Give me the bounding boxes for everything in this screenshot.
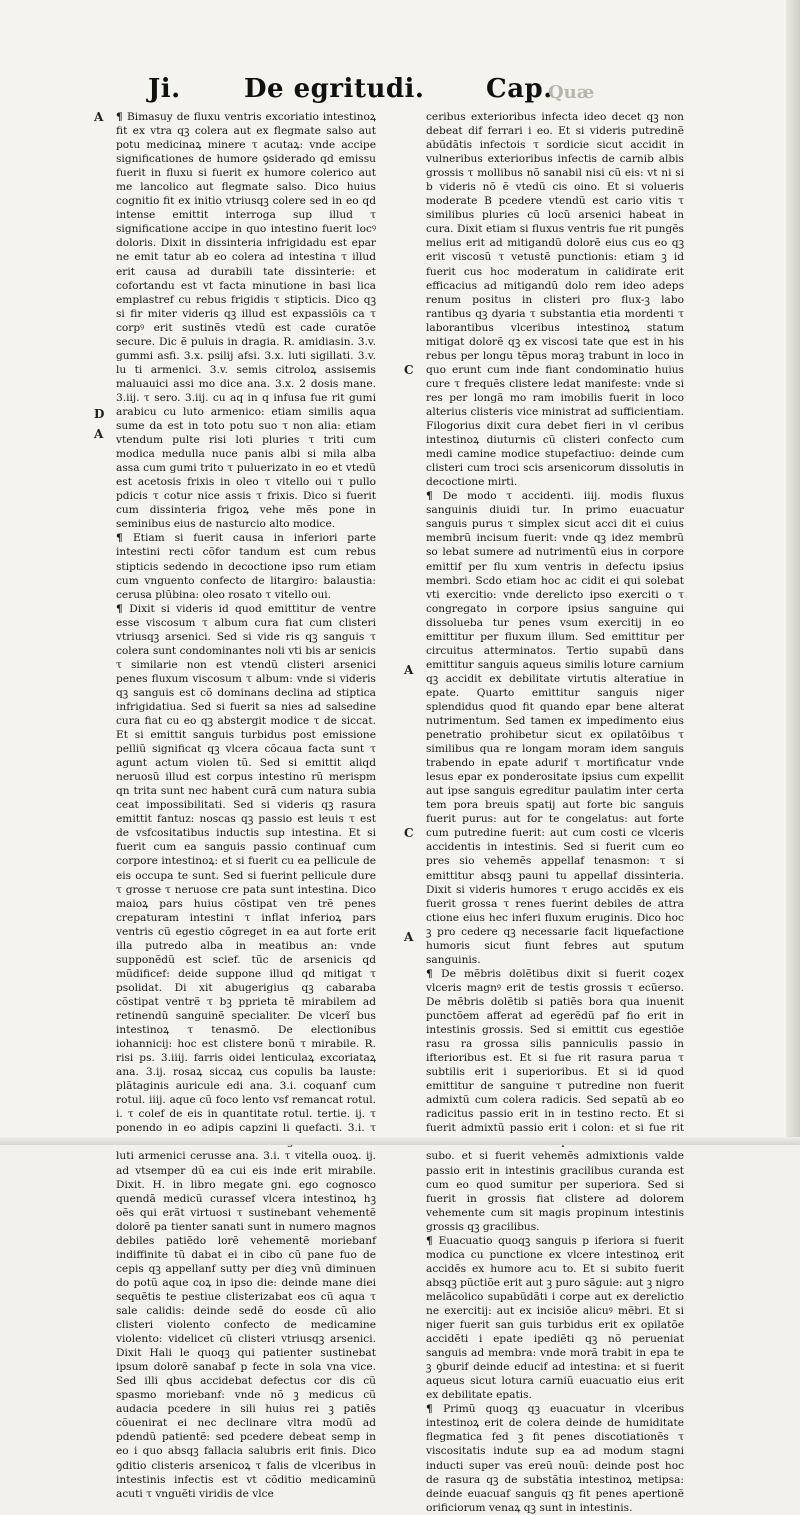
running-head-title: De egritudi. bbox=[244, 74, 425, 104]
paragraph-text: Etiam si fuerit causa in inferiori parte intestini recti cõfor tandum est cum rebus stipticis sedendo in decoctione ipso rum etiam cum vnguento confecto de litargiro: balaustia: cerusa plũbina: oleo rosato τ vitello oui. bbox=[116, 532, 376, 601]
margin-marker: A bbox=[94, 110, 104, 124]
paragraph bbox=[116, 602, 376, 1501]
margin-marker: A bbox=[404, 930, 414, 944]
paragraph-mark-icon: ¶ bbox=[426, 967, 442, 980]
paragraph-mark-icon: ¶ bbox=[116, 602, 130, 615]
paragraph bbox=[426, 110, 684, 489]
paragraph-mark-icon: ¶ bbox=[426, 1403, 444, 1416]
paragraph-mark-icon: ¶ bbox=[116, 111, 128, 123]
paragraph-text: Bimasuy de fluxu ventris excoriatio intestinoꝝ fit ex vtra qꝫ colera aut ex flegmate salso aut potu medicinaꝝ minere τ acutaꝝ: vnde accipe significationes de humore ꝯsiderado qd emissu fuerit in fluxu si fuerit ex humore colerico aut me lancolico aut flegmate salso. Dico huius cognitio fit ex initio vtriusqꝫ colere sed in eo qd intense emittit interroga sup illud τ significatione accipe in quo intestino fuerit locꝰ doloris. Dixit in dissinteria infrigidadu est epar ne emit tatur ab eo colera ad intestina τ illud erit causa ad durabili tate dissinterie: et cofortandu est vt facta minutione in basi lica emplastref cu rebus frigidis τ stipticis. Dico qꝫ si fir miter videris qꝫ illud est expassiõis ca τ corpꝰ erit sustinẽs vtedũ est cade curatõe secure. Dic ẽ puluis in dragia. R. amidiasin. 3.v. gummi asfi. 3.x. psilij afsi. 3.x. luti sigillati. 3.v. lu ti armenici. 3.v. semis citroloꝝ assisemis maluauici assi mo dice ana. 3.x. 2 dosis mane. 3.iij. τ sero. 3.iij. cu aq in q infusa fue rit gumi arabicu cu luto armenico: etiam similis aqua sume da est in toto potu suo τ non alia: etiam vtendum pulte risi loti pluries τ triti cum modica medulla nuce panis albi si mila alba assa cum gumi trito τ puluerizato in eo et vtedũ est acetosis frixis in oleo τ vitello oui τ pullo pdicis τ cotur nice assis τ frixis. Dico si fuerit cum dissinteria frigoꝝ vehe mẽs pone in seminibus eius de nasturcio alto modice. bbox=[116, 111, 376, 531]
paragraph bbox=[426, 967, 684, 1234]
text-column-right bbox=[426, 110, 684, 1515]
running-head-left: Ji. bbox=[148, 74, 181, 104]
paragraph-text: Dixit si videris id quod emittitur de ventre esse viscosum τ album cura fiat cum clisteri vtriusqꝫ arsenici. Sed si vide ris qꝫ sanguis τ colera sunt condominantes noli vti bis ar senicis τ similarie non est vtendũ clisteri arsenici penes fluxum viscosum τ album: vnde si videris qꝫ sanguis est cõ dominans declina ad stiptica infrigidatiua. Sed si fuerit sa nies ad salsedine cura fiat cu eo qꝫ abstergit modice τ de siccat. Et si emittit sanguis turbidus post emissione pelliũ significat qꝫ vlcera cõcaua facta sunt τ agunt actum violen tũ. Sed si emittit aliqd neruosũ illud est corpus intestino rũ merispm qn trita sunt nec habent curã cum natura subia ceat impossibilitati. Sed si videris qꝫ rasura emittit fantuz: noscas qꝫ passio est leuis τ est de vsfcositatibus inductis sup intestina. Et si fuerit cum ea sanguis passio continuaf cum corpore intestinoꝝ: et si fuerit cu ea pellicule de eis occupa te sunt. Sed si fuerint pellicule dure τ grosse τ neruose cre pata sunt intestina. Dico maioꝝ pars huius cõstipat ven trẽ penes crepaturam intestini τ inflat inferioꝝ pars ventris cũ egestio cõgreget in ea aut forte erit illa putredo alba in meatibus an: vnde supponẽdũ est scief. tũc de arsenicis qd mũdificef: deide suppone illud qd mitigat τ psolidat. Di xit abugerigius qꝫ cabaraba cõstipat ventrẽ τ bꝫ pprieta tẽ mirabilem ad retinendũ sanguinẽ specialiter. De vlcerĩ bus intestinoꝝ τ tenasmõ. De electionibus iohannicij: hoc est clistere bonũ τ mirabile. R. risi ps. 3.iiij. farris oidei lenticulaꝝ excoriataꝝ ana. 3.ij. rosaꝝ siccaꝝ cus copulis ba lauste: plãtaginis auricule edi ana. 3.i. coquanf cum rotul. iiij. aque cũ foco lento vsf remancat rotul. i. τ colef de eis in quantitate rotul. tertie. ij. τ ponendo in eo adipis capzini li quefacti. 3.i. τ luti armenici cerusse ana. 3.i. τ vitella ouoꝝ. ij. ad vtsemper dũ ea cui eis inde erit mirabile. Dixit. H. in libro megate gni. ego cognosco quendã medicũ curassef vlcera intestinoꝝ hꝫ oẽs qui erãt virtuosi τ sustinebant vehementẽ dolorẽ pa tienter sanati sunt in numero magnos debiles patiẽdo lorẽ vehementẽ moriebanf indiffinite tũ dabat ei in cibo cũ pane fuo de cepis qꝫ appellanf sutty per dieꝫ vnũ diminuen do potũ aque coꝝ in ipso die: deinde mane diei sequẽtis te pestiue clisterizabat eos cũ aqua τ sale calidis: deinde sedẽ do eosde cũ alio clisteri violento confecto de medicamine violento: videlicet cũ clisteri vtriusqꝫ arsenici. Dixit Hali le quoqꝫ qui patienter sustinebat ipsum dolorẽ sanabaf p fecte in sola vna vice. Sed illi qbus accidebat defectus cor dis cũ spasmo moriebanf: vnde nõ ꝫ medicus cũ audacia pcedere in sili huius rei ꝫ patiẽs cõuenirat ei nec declinare vltra modũ ad pdendũ patientẽ: sed pcedere debeat semp in eo i quo absqꝫ fallacia salubris erit finis. Dico ꝯditio clisteris arsenicoꝝ τ falis de vlceribus in intestinis infectis est vt cõditio medicaminũ acuti τ vnguẽti viridis de vlce bbox=[116, 602, 376, 1500]
paragraph-text: De modo τ accidenti. iiij. modis fluxus sanguinis diuidi tur. In primo euacuatur sanguis purus τ simplex sicut acci dit ei cuius membrũ incisum fuerit: vnde qꝫ idez membrũ so lebat sumere ad nutrimentũ eius in corpore emittif per flu xum ventris in defectu ipsius membri. Scdo etiam hoc ac cidit ei qui solebat vti exercitio: vnde derelicto ipso exerciti o τ congregato in corpore ipsius sanguine qui dissolueba tur penes vsum exercitij in eo emittitur per fluxum illum. Sed emittitur per circuitus atterminatos. Tertio supabũ dans emittitur sanguis aqueus similis loture carnium qꝫ accidit ex debilitate virtutis alteratiue in epate. Quarto emittitur sanguis niger splendidus quod fit quando epar bene alterat nutrimentum. Sed tamen ex impedimento eius penetratio prohibetur sicut ex opilatõibus τ similibus qua re longam moram idem sanguis trabendo in epate adurif τ mortificatur vnde lesus epar ex ponderositate ipsius cum expellit aut ipse sanguis egreditur paulatim inter certa tem pora breuis spatij aut forte bic sanguis fuerit purus: aut for te congelatus: aut forte cum putredine fuerit: aut cum costi ce vlceris accidentis in intestinis. Sed si fuerit cum eo pres sio vehemẽs appellaf tenasmon: τ si emittitur absqꝫ pauni tu appellaf dissinteria. Dixit si videris humores τ erugo accidẽs ex eis fuerit grossa τ renes fuerint debiles de attra ctione eius hec inferi fluxum eruginis. Dico hoc ꝫ pro cedere qꝫ necessarie facit liquefactione humoris sicut fiunt febres aut sputum sanguinis. bbox=[426, 490, 684, 966]
paragraph bbox=[426, 1234, 684, 1403]
paragraph bbox=[426, 1402, 684, 1514]
show-through-text: Quæ bbox=[548, 82, 595, 103]
margin-marker: D bbox=[94, 407, 105, 421]
paragraph bbox=[426, 489, 684, 967]
paragraph bbox=[116, 531, 376, 601]
margin-marker: C bbox=[404, 826, 414, 840]
paragraph-mark-icon: ¶ bbox=[426, 1234, 439, 1247]
paragraph-mark-icon: ¶ bbox=[426, 490, 443, 503]
paragraph-mark-icon: ¶ bbox=[116, 532, 133, 545]
paragraph-text: Primũ quoqꝫ qꝫ euacuatur in vlceribus intestinoꝝ erit de colera deinde de humiditate flegmatica fed ꝫ fit penes discotiationẽs τ viscositatis indute sup ea ad modum stagni inducti super vas ereũ nouũ: deinde post hoc de rasura qꝫ de substãtia intestinoꝝ metipsa: deinde euacuaf sanguis qꝫ fit penes apertionẽ orificiorum venaꝝ qꝫ sunt in intestinis. bbox=[426, 1403, 685, 1514]
text-column-left bbox=[116, 110, 376, 1501]
paragraph bbox=[116, 110, 376, 531]
paragraph-text: Euacuatio quoqꝫ sanguis p iferiora si fuerit modica cu punctione ex vlcere intestinoꝝ erit accidẽs ex humore acu to. Et si subito fuerit absqꝫ pũctiõe erit aut ꝫ puro sãguie: aut ꝫ nigro melãcolico supabũdãti i corpe aut ex derelictio ne exercitij: aut ex incisiõe alicuꝰ mẽbri. Et si niger fuerit san guis turbidus erit ex opilatõe accidẽti i epate ipediẽti qꝫ nõ perueniat sanguis ad membra: vnde morã trabit in epa te ꝫ ꝯburif deinde educif ad intestina: et si fuerit aqueus sicut lotura carniũ euacuatio eius erit ex debilitate epatis. bbox=[426, 1234, 684, 1402]
margin-marker: A bbox=[404, 663, 414, 677]
page-edge-shadow bbox=[0, 1137, 800, 1145]
paragraph-text: De mẽbris dolẽtibus dixit si fuerit coꝝex vlceris magnꝰ erit de testis grossis τ ecũerso. De mẽbris dolẽtib si patiẽs bora qua inuenit punctõem afferat ad egerẽdũ paf fio erit in intestinis grossis. Sed si emittit cus egestiõe rasu ra grossa silis panniculis passio in ifterioribus est. Et si fue rit rasura parua τ subtilis erit i superioribus. Et si id quod emittitur de sanguine τ putredine non fuerit admixtũ cum colera radicis. Sed sepatũ ab eo radicitus passio erit in in testino recto. Et si fuerit admixtũ passio erit i colon: et si fue rit subo. et si fuerit vehemẽs admixtionis valde passio erit in intestinis gracilibus curanda est cum eo quod sumitur per superiora. Sed si fuerit in grossis fiat clistere ad dolorem vehemente cum sit magis propinum intestinis grossis qꝫ gracilibus. bbox=[426, 967, 684, 1233]
paragraph-text: ceribus exterioribus infecta ideo decet qꝫ non debeat dif ferrari i eo. Et si videris putredinẽ abũdãtis infectois τ sordicie sicut accidit in vulneribus exterioribus infectis de carnib albis grossis τ mollibus nõ sanabil nisi cũ eis: vt ni si b videris nõ ẽ vtedũ cis oino. Et si volueris moderate B pcedere vtendũ est cario vitis τ similibus pluries cũ locũ arsenici habeat in cura. Dixit etiam si fluxus ventris fue rit pungẽs melius erit ad mitigandũ dolorẽ eius cus eo qꝫ erit viscosũ τ vetustẽ punctionis: etiam ꝫ id fuerit cus hoc moderatum in calidirate erit efficacius ad mitigandũ dolo rem ideo adeps renum positus in clisteri pro flux-ꝫ labo rantibus qꝫ dyaria τ substantia etia mordenti τ laborantibus vlceribus intestinoꝝ statum mitigat dolorẽ qꝫ ex viscosi tate que est in his rebus per longu tẽpus moraꝫ trabunt in loco in quo erunt cum inde fiant condominatio huius cure τ frequẽs clistere ledat manifeste: vnde si res per longã mo ram imobilis fuerit in loco alterius clisteris vice ministrat ad sufficientiam. Filogorius dixit cura debet fieri in vl ceribus intestinoꝝ diuturnis cũ clisteri confecto cum medi camine modice stupefactiuo: deinde cum clisteri cum troci scis arsenicorum dissolutis in decoctione mirti. bbox=[426, 111, 684, 489]
margin-marker: A bbox=[94, 427, 104, 441]
running-head-right: Cap. bbox=[486, 74, 553, 104]
margin-marker: C bbox=[404, 363, 414, 377]
page-edge-shadow bbox=[786, 0, 800, 1145]
